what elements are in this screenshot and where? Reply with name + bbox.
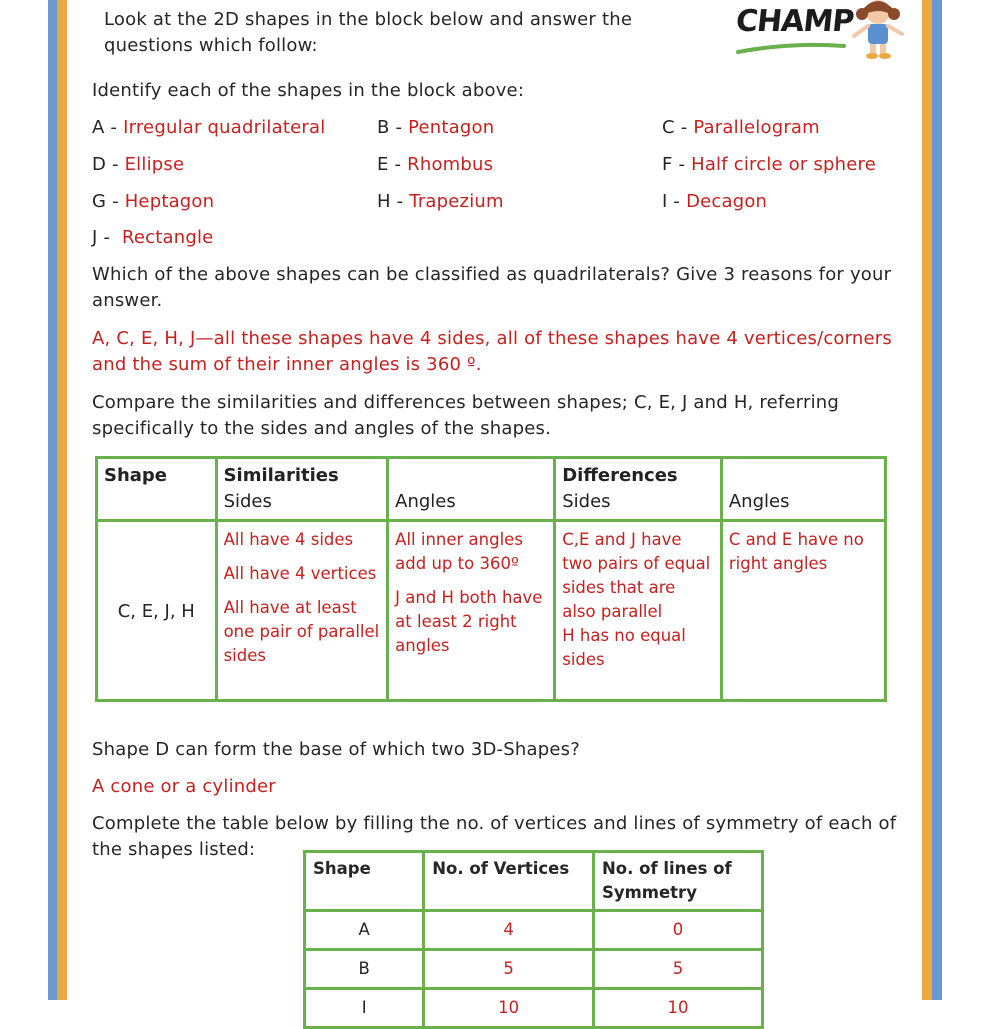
logo-wordmark: CHAMP (734, 4, 856, 39)
q2-answer-line-1: A, C, E, H, J—all these shapes have 4 sides, all of these shapes have 4 vertices/corners (92, 328, 892, 349)
header-symmetry: No. of lines of Symmetry (593, 852, 762, 911)
answer-a: A - Irregular quadrilateral (92, 117, 326, 138)
header-differences-angles: Angles (721, 458, 885, 521)
header-similarities-angles: Angles (388, 458, 555, 521)
q3-question-line-1: Compare the similarities and differences between shapes; C, E, J and H, referring (92, 392, 840, 413)
row-vertices: 5 (424, 950, 594, 989)
cell-differences-sides: C,E and J have two pairs of equal sides that are also parallel H has no equal sides (555, 521, 722, 701)
left-border-gold (57, 0, 67, 1000)
row-symmetry: 10 (593, 989, 762, 1028)
header-similarities-sides: Similarities Sides (216, 458, 388, 521)
right-border-blue (932, 0, 942, 1000)
table-row (305, 911, 763, 950)
row-shape: B (305, 950, 424, 989)
answer-j: J - Rectangle (92, 227, 214, 248)
answer-d: D - Ellipse (92, 154, 185, 175)
intro-line-2: questions which follow: (104, 35, 318, 56)
logo-swoosh-icon (736, 40, 846, 56)
study-champ-logo (730, 0, 910, 60)
answer-c: C - Parallelogram (662, 117, 820, 138)
row-symmetry: 5 (593, 950, 762, 989)
cell-similarities-sides: All have 4 sides All have 4 vertices All have at least one pair of parallel sides (216, 521, 388, 701)
table-row (305, 989, 763, 1028)
comparison-table-header (97, 458, 886, 521)
header-shape: Shape (97, 458, 217, 521)
answer-e: E - Rhombus (377, 154, 494, 175)
row-shape: A (305, 911, 424, 950)
table-row (305, 950, 763, 989)
q2-question-line-2: answer. (92, 290, 163, 311)
intro-line-1: Look at the 2D shapes in the block below and answer the (104, 9, 633, 30)
q4-answer: A cone or a cylinder (92, 776, 276, 797)
q3-question-line-2: specifically to the sides and angles of the shapes. (92, 418, 552, 439)
row-shape: I (305, 989, 424, 1028)
answer-i: I - Decagon (662, 191, 768, 212)
header-vertices: No. of Vertices (424, 852, 594, 911)
q2-question-line-1: Which of the above shapes can be classified as quadrilaterals? Give 3 reasons for your (92, 264, 892, 285)
row-vertices: 10 (424, 989, 594, 1028)
q4-question: Shape D can form the base of which two 3D-Shapes? (92, 739, 580, 760)
left-border-blue (48, 0, 57, 1000)
row-symmetry: 0 (593, 911, 762, 950)
cell-shape: C, E, J, H (97, 521, 217, 701)
header-differences-sides: Differences Sides (555, 458, 722, 521)
answer-h: H - Trapezium (377, 191, 504, 212)
cartoon-girl-icon (848, 0, 910, 60)
q5-question-line-1: Complete the table below by filling the no. of vertices and lines of symmetry of each of (92, 813, 897, 834)
answer-g: G - Heptagon (92, 191, 215, 212)
vertices-symmetry-table (303, 850, 764, 1029)
row-vertices: 4 (424, 911, 594, 950)
right-border-gold (922, 0, 932, 1000)
cell-similarities-angles: All inner angles add up to 360º J and H both have at least 2 right angles (388, 521, 555, 701)
comparison-table (95, 456, 887, 702)
comparison-table-row (97, 521, 886, 701)
vertices-table-header (305, 852, 763, 911)
header-shape: Shape (305, 852, 424, 911)
q2-answer-line-2: and the sum of their inner angles is 360 º. (92, 354, 482, 375)
q1-question: Identify each of the shapes in the block above: (92, 80, 525, 101)
cell-differences-angles: C and E have no right angles (721, 521, 885, 701)
answer-b: B - Pentagon (377, 117, 495, 138)
q5-question-line-2: the shapes listed: (92, 839, 256, 860)
answer-f: F - Half circle or sphere (662, 154, 877, 175)
